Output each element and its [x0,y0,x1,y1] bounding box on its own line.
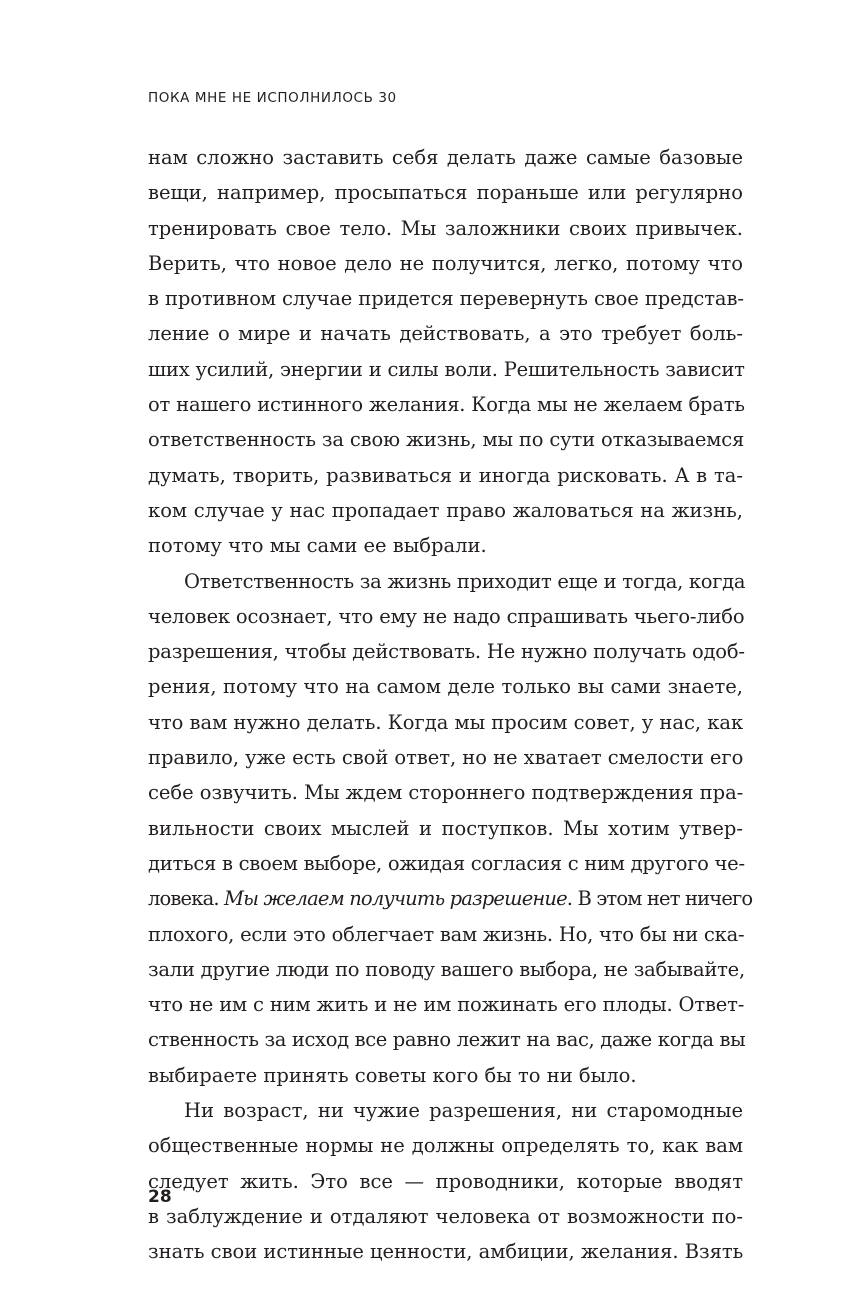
text-line: выбираете принять советы кого бы то ни было. [148,1063,637,1087]
paragraph [148,140,743,564]
body-text [148,140,753,1270]
text-line: Ни возраст, ни чужие разрешения, ни старомодные [184,1099,743,1123]
text-line: ответственность за свою жизнь, мы по сути отказываемся [148,428,745,452]
page-number: 28 [148,1187,172,1207]
text-line: тренировать свое тело. Мы заложники своих привычек. [148,216,743,240]
text-line: вильности своих мыслей и поступков. Мы хотим утвер- [148,816,743,840]
text-line: что вам нужно делать. Когда мы просим совет, у нас, как [148,710,744,734]
paragraph [148,564,753,1093]
text-line: Верить, что новое дело не получится, легко, потому что [148,251,743,275]
text-line: знать свои истинные ценности, амбиции, желания. Взять [148,1240,744,1264]
text-line-with-emphasis [148,881,753,916]
text-line: от нашего истинного желания. Когда мы не желаем брать [148,393,745,417]
text-line: потому что мы сами ее выбрали. [148,534,487,558]
text-line: правило, уже есть свой ответ, но не хватает смелости его [148,746,744,770]
text-line: в заблуждение и отдаляют человека от возможности по- [148,1204,743,1228]
text-line: что не им с ним жить и не им пожинать его плоды. Ответ- [148,993,745,1017]
running-head: ПОКА МНЕ НЕ ИСПОЛНИЛОСЬ 30 [148,90,397,106]
text-line: ком случае у нас пропадает право жаловаться на жизнь, [148,498,743,522]
emphasis: Мы желаем получить разрешение [224,887,567,911]
text-line: ление о мире и начать действовать, а это требует боль- [148,322,743,346]
text-line: зали другие люди по поводу вашего выбора, не забывайте, [148,957,745,981]
text-line: ственность за исход все равно лежит на вас, даже когда вы [148,1028,746,1052]
text-line: Ответственность за жизнь приходит еще и тогда, когда [184,569,746,593]
text-run: . В этом нет ничего [566,887,753,911]
text-line: ших усилий, энергии и силы воли. Решительность зависит [148,357,745,381]
text-line: человек осознает, что ему не надо спрашивать чьего-либо [148,604,745,628]
text-line: рения, потому что на самом деле только вы сами знаете, [148,675,743,699]
text-run: ловека. [148,887,225,911]
text-line: следует жить. Это все — проводники, которые вводят [148,1169,743,1193]
text-line: вещи, например, просыпаться пораньше или регулярно [148,181,743,205]
text-line: разрешения, чтобы действовать. Не нужно получать одоб- [148,640,745,664]
text-line: думать, творить, развиваться и иногда рисковать. А в та- [148,463,743,487]
text-line: общественные нормы не должны определять то, как вам [148,1134,743,1158]
text-line: себе озвучить. Мы ждем стороннего подтверждения пра- [148,781,744,805]
paragraph [148,1093,743,1269]
text-line: диться в своем выборе, ожидая согласия с ним другого че- [148,851,745,875]
text-line: нам сложно заставить себя делать даже самые базовые [148,146,743,169]
text-line: плохого, если это облегчает вам жизнь. Но, что бы ни ска- [148,922,745,946]
text-line: в противном случае придется перевернуть свое представ- [148,287,744,311]
